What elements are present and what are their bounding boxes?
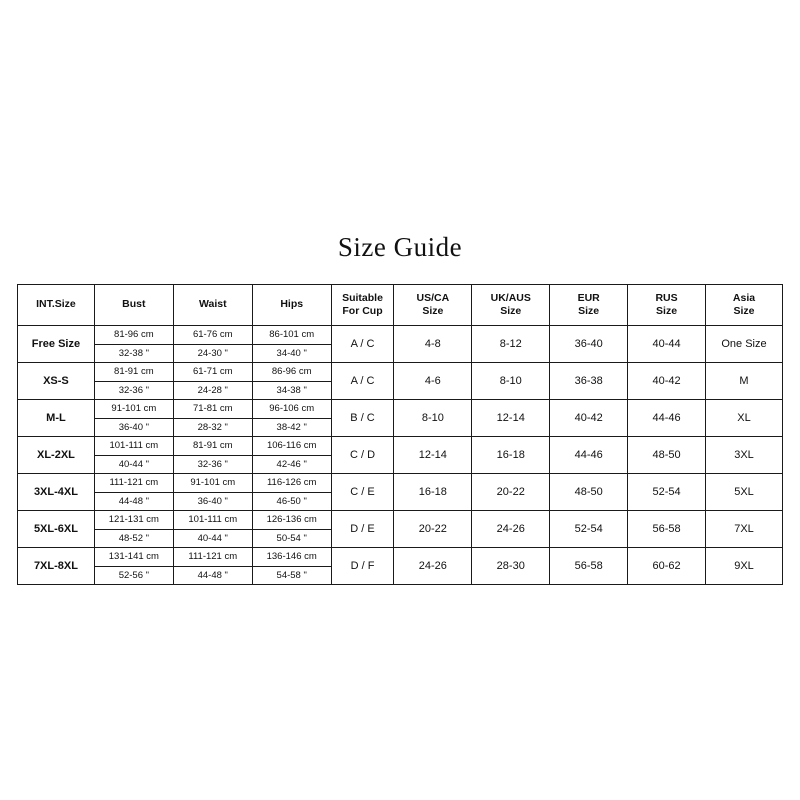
column-header-line: INT.Size — [36, 298, 76, 311]
cell-waist — [173, 511, 252, 548]
cell-uk-aus: 24-26 — [472, 511, 550, 548]
column-header-line: Hips — [280, 298, 304, 311]
cell-bust — [94, 400, 173, 437]
cell-waist — [173, 437, 252, 474]
cell-asia: 9XL — [706, 548, 783, 585]
cell-waist-cm: 71-81 cm — [174, 400, 252, 419]
column-header-line: Size — [656, 305, 678, 317]
column-header-line: Bust — [122, 298, 146, 311]
cell-rus: 48-50 — [628, 437, 706, 474]
cell-bust-cm: 91-101 cm — [95, 400, 173, 419]
cell-asia: M — [706, 363, 783, 400]
cell-hips-cm: 136-146 cm — [253, 548, 331, 567]
size-table-container — [17, 284, 783, 585]
cell-uk-aus: 8-10 — [472, 363, 550, 400]
table-row — [18, 511, 783, 548]
table-header-row — [18, 285, 783, 326]
cell-waist-in: 28-32 " — [197, 421, 228, 433]
column-header-line: Size — [578, 305, 600, 317]
cell-hips-in: 34-38 " — [276, 384, 307, 396]
column-header-line: EUR — [577, 291, 600, 304]
cell-int-size: XL-2XL — [18, 437, 95, 474]
cell-bust — [94, 437, 173, 474]
cell-cup: A / C — [331, 363, 394, 400]
table-header — [18, 285, 783, 326]
column-header-line: Waist — [198, 298, 227, 311]
cell-waist-in: 24-30 " — [197, 347, 228, 359]
cell-bust-cm: 131-141 cm — [95, 548, 173, 567]
cell-us-ca: 4-6 — [394, 363, 472, 400]
cell-hips-cm: 86-96 cm — [253, 363, 331, 382]
cell-int-size: XS-S — [18, 363, 95, 400]
size-guide-table — [17, 284, 783, 585]
cell-int-size: 7XL-8XL — [18, 548, 95, 585]
cell-bust-cm: 81-96 cm — [95, 326, 173, 345]
cell-bust-cm: 111-121 cm — [95, 474, 173, 493]
cell-hips-in: 50-54 " — [276, 532, 307, 544]
cell-eur: 40-42 — [550, 400, 628, 437]
column-header-hips — [252, 285, 331, 326]
cell-asia: One Size — [706, 326, 783, 363]
cell-rus: 40-44 — [628, 326, 706, 363]
cell-int-size: M-L — [18, 400, 95, 437]
cell-eur: 36-40 — [550, 326, 628, 363]
column-header-suitable-for-cup — [331, 285, 394, 326]
cell-rus: 60-62 — [628, 548, 706, 585]
column-header-uk-aus-size — [472, 285, 550, 326]
cell-cup: D / E — [331, 511, 394, 548]
cell-cup: A / C — [331, 326, 394, 363]
cell-us-ca: 12-14 — [394, 437, 472, 474]
table-body — [18, 326, 783, 585]
column-header-line: UK/AUS — [490, 291, 531, 304]
cell-eur: 44-46 — [550, 437, 628, 474]
cell-cup: D / F — [331, 548, 394, 585]
column-header-line: RUS — [655, 291, 678, 304]
cell-waist-in: 36-40 " — [197, 495, 228, 507]
cell-bust — [94, 363, 173, 400]
cell-hips — [252, 511, 331, 548]
cell-hips-cm: 86-101 cm — [253, 326, 331, 345]
cell-cup: B / C — [331, 400, 394, 437]
cell-hips-in: 46-50 " — [276, 495, 307, 507]
cell-us-ca: 16-18 — [394, 474, 472, 511]
cell-cup: C / D — [331, 437, 394, 474]
cell-hips — [252, 474, 331, 511]
cell-bust-cm: 121-131 cm — [95, 511, 173, 530]
cell-bust-in: 40-44 " — [118, 458, 149, 470]
cell-waist — [173, 326, 252, 363]
cell-bust-in: 32-36 " — [118, 384, 149, 396]
cell-rus: 52-54 — [628, 474, 706, 511]
cell-waist-cm: 91-101 cm — [174, 474, 252, 493]
cell-us-ca: 24-26 — [394, 548, 472, 585]
cell-bust-in: 52-56 " — [118, 569, 149, 581]
page-title: Size Guide — [337, 232, 463, 262]
cell-hips-in: 42-46 " — [276, 458, 307, 470]
cell-waist-in: 40-44 " — [197, 532, 228, 544]
cell-hips-in: 38-42 " — [276, 421, 307, 433]
cell-int-size: 3XL-4XL — [18, 474, 95, 511]
column-header-us-ca-size — [394, 285, 472, 326]
cell-uk-aus: 8-12 — [472, 326, 550, 363]
cell-bust-cm: 101-111 cm — [95, 437, 173, 456]
cell-waist-in: 24-28 " — [197, 384, 228, 396]
cell-eur: 48-50 — [550, 474, 628, 511]
table-row — [18, 437, 783, 474]
table-row — [18, 400, 783, 437]
column-header-line: US/CA — [416, 291, 450, 304]
cell-us-ca: 4-8 — [394, 326, 472, 363]
cell-waist-in: 44-48 " — [197, 569, 228, 581]
cell-hips-cm: 106-116 cm — [253, 437, 331, 456]
cell-int-size: 5XL-6XL — [18, 511, 95, 548]
column-header-bust — [94, 285, 173, 326]
cell-waist-in: 32-36 " — [197, 458, 228, 470]
cell-bust-in: 44-48 " — [118, 495, 149, 507]
cell-asia: XL — [706, 400, 783, 437]
cell-waist — [173, 474, 252, 511]
cell-int-size: Free Size — [18, 326, 95, 363]
cell-uk-aus: 28-30 — [472, 548, 550, 585]
cell-hips — [252, 363, 331, 400]
cell-hips-in: 34-40 " — [276, 347, 307, 359]
cell-hips — [252, 548, 331, 585]
cell-rus: 40-42 — [628, 363, 706, 400]
cell-uk-aus: 16-18 — [472, 437, 550, 474]
cell-bust-in: 48-52 " — [118, 532, 149, 544]
cell-uk-aus: 20-22 — [472, 474, 550, 511]
cell-hips-cm: 116-126 cm — [253, 474, 331, 493]
cell-hips — [252, 400, 331, 437]
cell-bust — [94, 474, 173, 511]
cell-bust — [94, 326, 173, 363]
cell-waist — [173, 363, 252, 400]
cell-eur: 52-54 — [550, 511, 628, 548]
table-row — [18, 548, 783, 585]
cell-eur: 56-58 — [550, 548, 628, 585]
column-header-line: Size — [422, 305, 444, 317]
cell-hips — [252, 437, 331, 474]
cell-eur: 36-38 — [550, 363, 628, 400]
cell-uk-aus: 12-14 — [472, 400, 550, 437]
column-header-line: Asia — [732, 291, 756, 304]
cell-asia: 7XL — [706, 511, 783, 548]
cell-us-ca: 20-22 — [394, 511, 472, 548]
cell-waist-cm: 61-71 cm — [174, 363, 252, 382]
cell-bust — [94, 548, 173, 585]
cell-bust-in: 32-38 " — [118, 347, 149, 359]
cell-hips-cm: 126-136 cm — [253, 511, 331, 530]
cell-waist — [173, 400, 252, 437]
cell-hips-in: 54-58 " — [276, 569, 307, 581]
table-row — [18, 326, 783, 363]
table-row — [18, 363, 783, 400]
cell-rus: 56-58 — [628, 511, 706, 548]
cell-rus: 44-46 — [628, 400, 706, 437]
cell-waist — [173, 548, 252, 585]
column-header-line: Suitable — [342, 291, 383, 304]
cell-waist-cm: 101-111 cm — [174, 511, 252, 530]
cell-us-ca: 8-10 — [394, 400, 472, 437]
column-header-asia-size — [706, 285, 783, 326]
cell-asia: 3XL — [706, 437, 783, 474]
cell-hips — [252, 326, 331, 363]
table-row — [18, 474, 783, 511]
cell-hips-cm: 96-106 cm — [253, 400, 331, 419]
column-header-int-size — [18, 285, 95, 326]
cell-waist-cm: 111-121 cm — [174, 548, 252, 567]
cell-asia: 5XL — [706, 474, 783, 511]
column-header-eur-size — [550, 285, 628, 326]
column-header-rus-size — [628, 285, 706, 326]
cell-waist-cm: 61-76 cm — [174, 326, 252, 345]
column-header-waist — [173, 285, 252, 326]
cell-cup: C / E — [331, 474, 394, 511]
cell-bust-cm: 81-91 cm — [95, 363, 173, 382]
column-header-line: For Cup — [342, 305, 383, 317]
cell-waist-cm: 81-91 cm — [174, 437, 252, 456]
cell-bust-in: 36-40 " — [118, 421, 149, 433]
cell-bust — [94, 511, 173, 548]
column-header-line: Size — [500, 305, 522, 317]
column-header-line: Size — [733, 305, 755, 317]
